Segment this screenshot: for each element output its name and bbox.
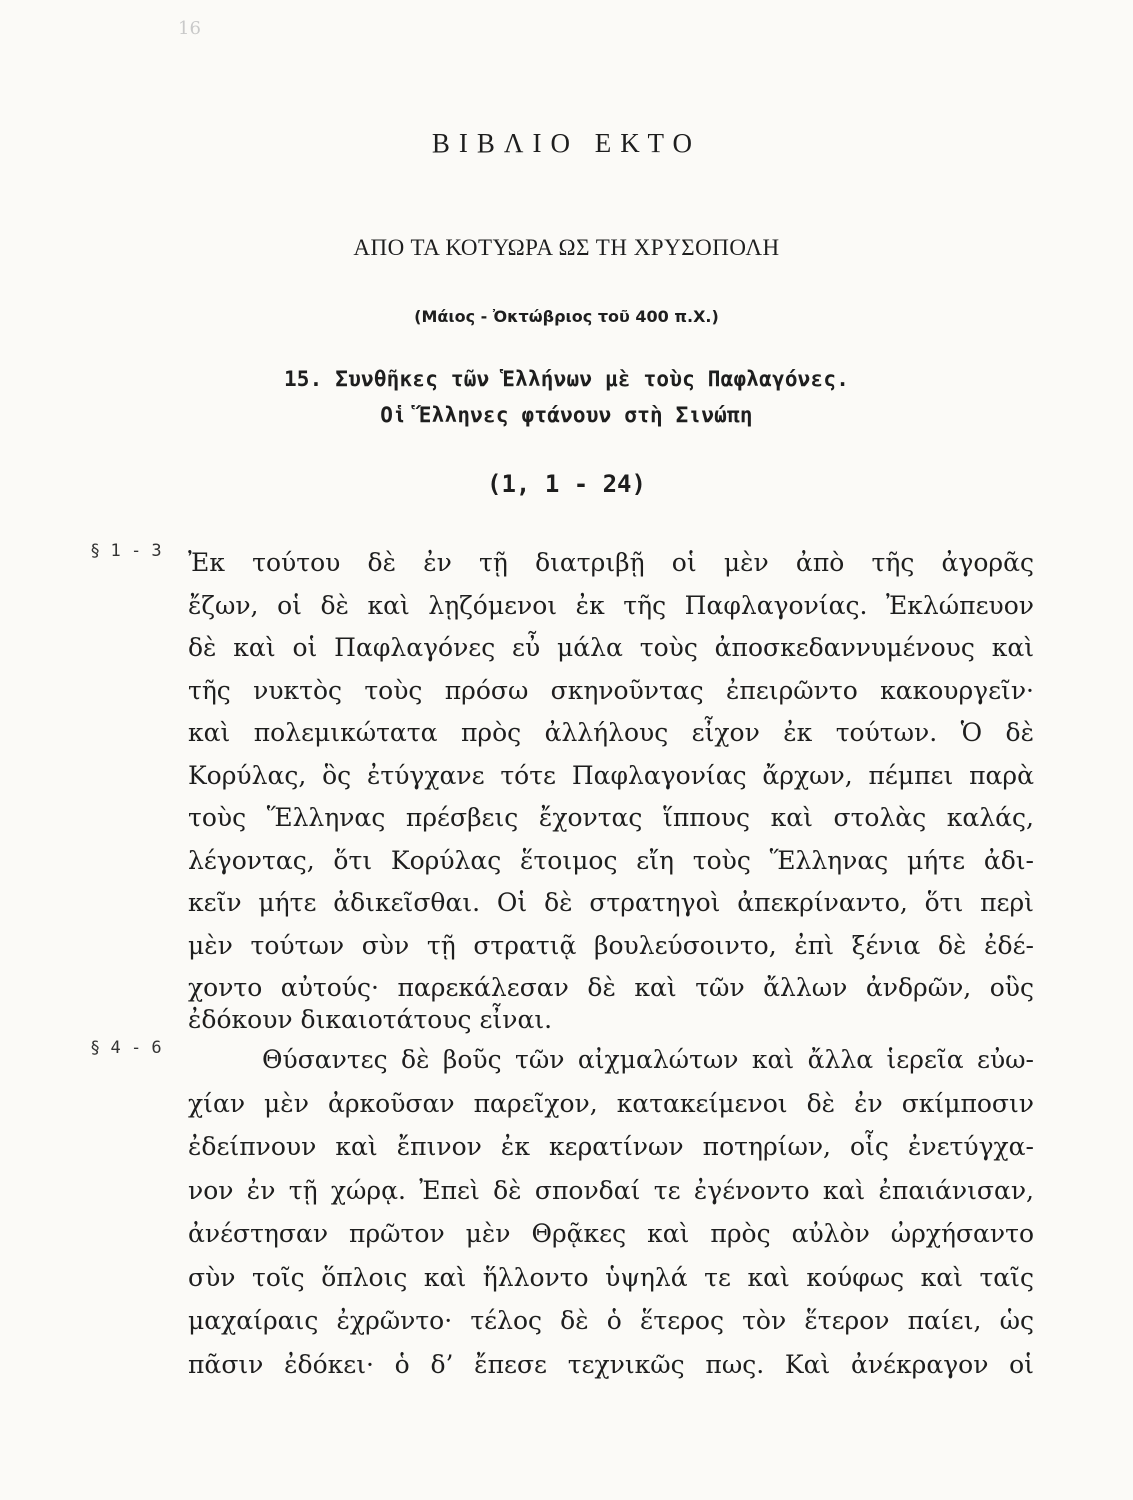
date-range: (Μάιος - Ὀκτώβριος τοῦ 400 π.Χ.)	[414, 307, 719, 326]
book-title: ΒΙΒΛΙΟ ΕΚΤΟ	[431, 128, 702, 158]
text-line: κεῖν μήτε ἀδικεῖσθαι. Οἱ δὲ στρατηγοὶ ἀπεκρίναντο, ὅτι περὶ	[188, 888, 1034, 917]
text-line: λέγοντας, ὅτι Κορύλας ἕτοιμος εἴη τοὺς Ἕλληνας μήτε ἀδι-	[188, 846, 1034, 875]
text-line: ἔζων, οἱ δὲ καὶ λῃζόμενοι ἐκ τῆς Παφλαγονίας. Ἐκλώπευον	[188, 591, 1034, 620]
text-line: δὲ καὶ οἱ Παφλαγόνες εὖ μάλα τοὺς ἀποσκεδαννυμένους καὶ	[188, 633, 1034, 662]
text-line: μὲν τούτων σὺν τῇ στρατιᾷ βουλεύσοιντο, ἐπὶ ξένια δὲ ἐδέ-	[188, 931, 1034, 960]
text-line: ἀνέστησαν πρῶτον μὲν Θρᾷκες καὶ πρὸς αὐλὸν ὠρχήσαντο	[188, 1219, 1034, 1248]
text-line: ἐδόκουν δικαιοτάτους εἶναι.	[188, 1005, 553, 1034]
margin-reference: § 1 - 3	[90, 541, 162, 561]
text-line: καὶ πολεμικώτατα πρὸς ἀλλήλους εἶχον ἐκ τούτων. Ὁ δὲ	[188, 718, 1034, 747]
margin-reference: § 4 - 6	[90, 1038, 162, 1058]
text-line: μαχαίραις ἐχρῶντο· τέλος δὲ ὁ ἕτερος τὸν ἕτερον παίει, ὡς	[188, 1306, 1034, 1335]
section-reference: (1, 1 - 24)	[487, 470, 646, 498]
text-line: πᾶσιν ἐδόκει· ὁ δ’ ἔπεσε τεχνικῶς πως. Καὶ ἀνέκραγον οἱ	[188, 1350, 1034, 1379]
text-line: τῆς νυκτὸς τοὺς πρόσω σκηνοῦντας ἐπειρῶντο κακουργεῖν·	[188, 676, 1034, 705]
text-line: Κορύλας, ὃς ἐτύγχανε τότε Παφλαγονίας ἄρχων, πέμπει παρὰ	[188, 761, 1034, 790]
chapter-title: ΑΠΟ ΤΑ ΚΟΤΥΩΡΑ ΩΣ ΤΗ ΧΡΥΣΟΠΟΛΗ	[353, 235, 780, 260]
text-line: ἐδείπνουν καὶ ἔπινον ἐκ κερατίνων ποτηρίων, οἷς ἐνετύγχα-	[188, 1132, 1034, 1161]
text-line: τοὺς Ἕλληνας πρέσβεις ἔχοντας ἵππους καὶ στολὰς καλάς,	[188, 803, 1034, 832]
section-subheading: Οἱ Ἕλληνες φτάνουν στὴ Σινώπη	[380, 403, 753, 427]
text-line: νον ἐν τῇ χώρᾳ. Ἐπεὶ δὲ σπονδαί τε ἐγένοντο καὶ ἐπαιάνισαν,	[188, 1176, 1034, 1205]
text-line: χοντο αὐτούς· παρεκάλεσαν δὲ καὶ τῶν ἄλλων ἀνδρῶν, οὓς	[188, 973, 1034, 1002]
page-number: 16	[178, 18, 201, 39]
section-heading: 15. Συνθῆκες τῶν Ἑλλήνων μὲ τοὺς Παφλαγόνες.	[283, 367, 850, 391]
text-line: Ἐκ τούτου δὲ ἐν τῇ διατριβῇ οἱ μὲν ἀπὸ τῆς ἀγορᾶς	[188, 548, 1034, 577]
text-line: χίαν μὲν ἀρκοῦσαν παρεῖχον, κατακείμενοι δὲ ἐν σκίμποσιν	[188, 1089, 1034, 1118]
text-line: Θύσαντες δὲ βοῦς τῶν αἰχμαλώτων καὶ ἄλλα ἱερεῖα εὐω-	[262, 1045, 1034, 1074]
text-line: σὺν τοῖς ὅπλοις καὶ ἥλλοντο ὑψηλά τε καὶ κούφως καὶ ταῖς	[188, 1263, 1034, 1292]
